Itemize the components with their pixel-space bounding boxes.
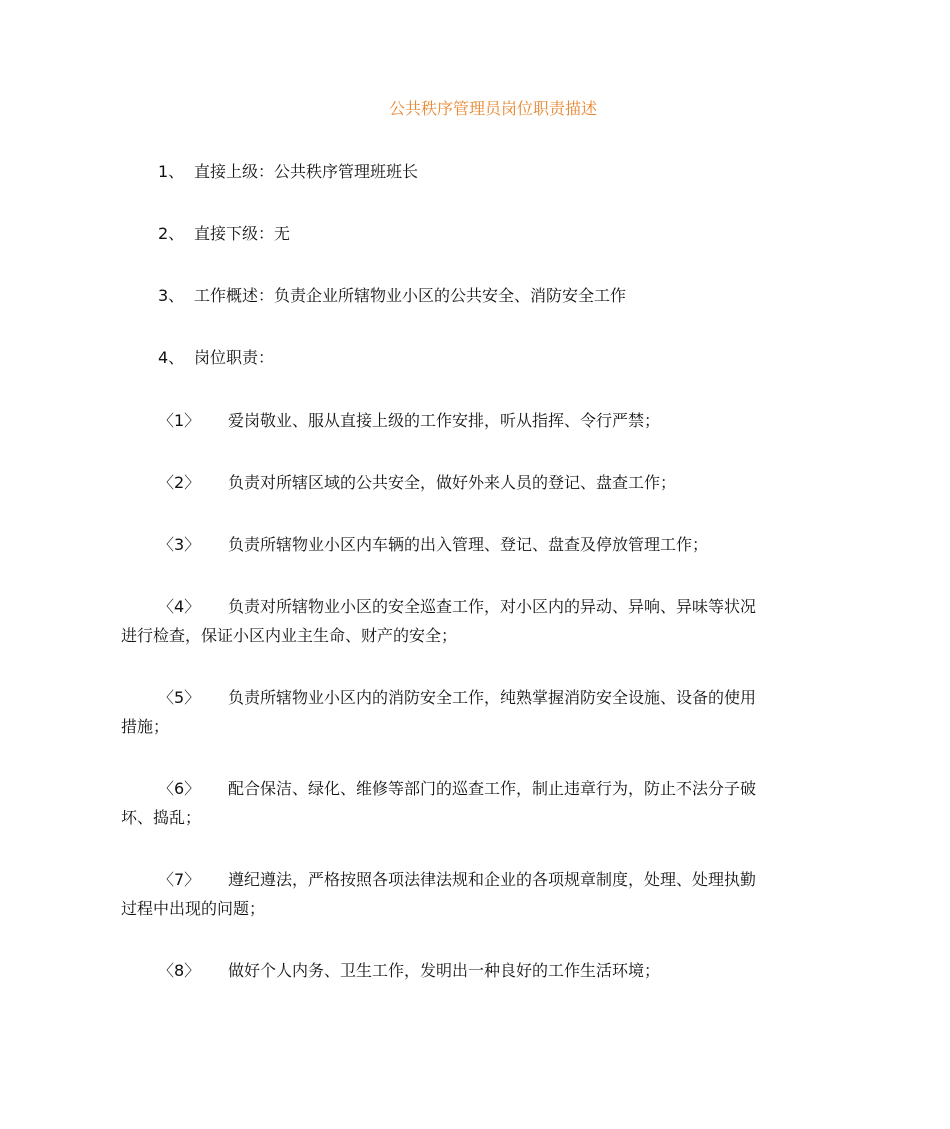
item-work-overview [158, 284, 626, 308]
document-title: 公共秩序管理员岗位职责描述 [388, 99, 597, 118]
duty-text-continued: 过程中出现的问题； [121, 899, 266, 918]
duty-marker: 〈3〉 [158, 535, 201, 554]
duty-text: 配合保洁、绿化、维修等部门的巡查工作，制止违章行为，防止不法分子破 [228, 779, 757, 798]
duty-marker: 〈1〉 [158, 411, 201, 430]
duty-marker: 〈7〉 [158, 870, 201, 889]
duty-marker: 〈2〉 [158, 473, 201, 492]
duty-text: 做好个人内务、卫生工作，发明出一种良好的工作生活环境； [228, 961, 661, 980]
item-number: 1、 [158, 162, 185, 181]
duty-item [121, 530, 833, 559]
duty-marker: 〈4〉 [158, 597, 201, 616]
duty-item [121, 956, 833, 985]
duty-item [121, 774, 833, 832]
duty-marker: 〈8〉 [158, 961, 201, 980]
duty-text-continued: 措施； [121, 717, 170, 736]
item-text: 直接下级：无 [194, 224, 291, 243]
duty-item [121, 406, 833, 435]
item-direct-superior [158, 160, 418, 184]
item-text: 直接上级：公共秩序管理班班长 [194, 162, 419, 181]
duty-text-continued: 进行检查，保证小区内业主生命、财产的安全； [121, 626, 458, 645]
duty-item [121, 592, 833, 650]
item-job-duties [158, 346, 274, 370]
duty-item [121, 865, 833, 923]
item-number: 3、 [158, 286, 185, 305]
duty-item [121, 468, 833, 497]
duty-text-continued: 坏、捣乱； [121, 808, 202, 827]
item-direct-subordinate [158, 222, 290, 246]
duty-text: 遵纪遵法，严格按照各项法律法规和企业的各项规章制度，处理、处理执勤 [228, 870, 757, 889]
duty-item [121, 683, 833, 741]
duty-marker: 〈6〉 [158, 779, 201, 798]
duty-text: 负责对所辖区域的公共安全，做好外来人员的登记、盘查工作； [228, 473, 677, 492]
item-text: 岗位职责： [194, 348, 275, 367]
item-number: 4、 [158, 348, 185, 367]
duty-text: 负责所辖物业小区内车辆的出入管理、登记、盘查及停放管理工作； [228, 535, 709, 554]
duty-text: 负责对所辖物业小区的安全巡查工作，对小区内的异动、异响、异味等状况 [228, 597, 757, 616]
item-text: 工作概述：负责企业所辖物业小区的公共安全、消防安全工作 [194, 286, 627, 305]
duty-text: 爱岗敬业、服从直接上级的工作安排，听从指挥、令行严禁； [228, 411, 661, 430]
item-number: 2、 [158, 224, 185, 243]
duty-marker: 〈5〉 [158, 688, 201, 707]
duty-text: 负责所辖物业小区内的消防安全工作，纯熟掌握消防安全设施、设备的使用 [228, 688, 757, 707]
